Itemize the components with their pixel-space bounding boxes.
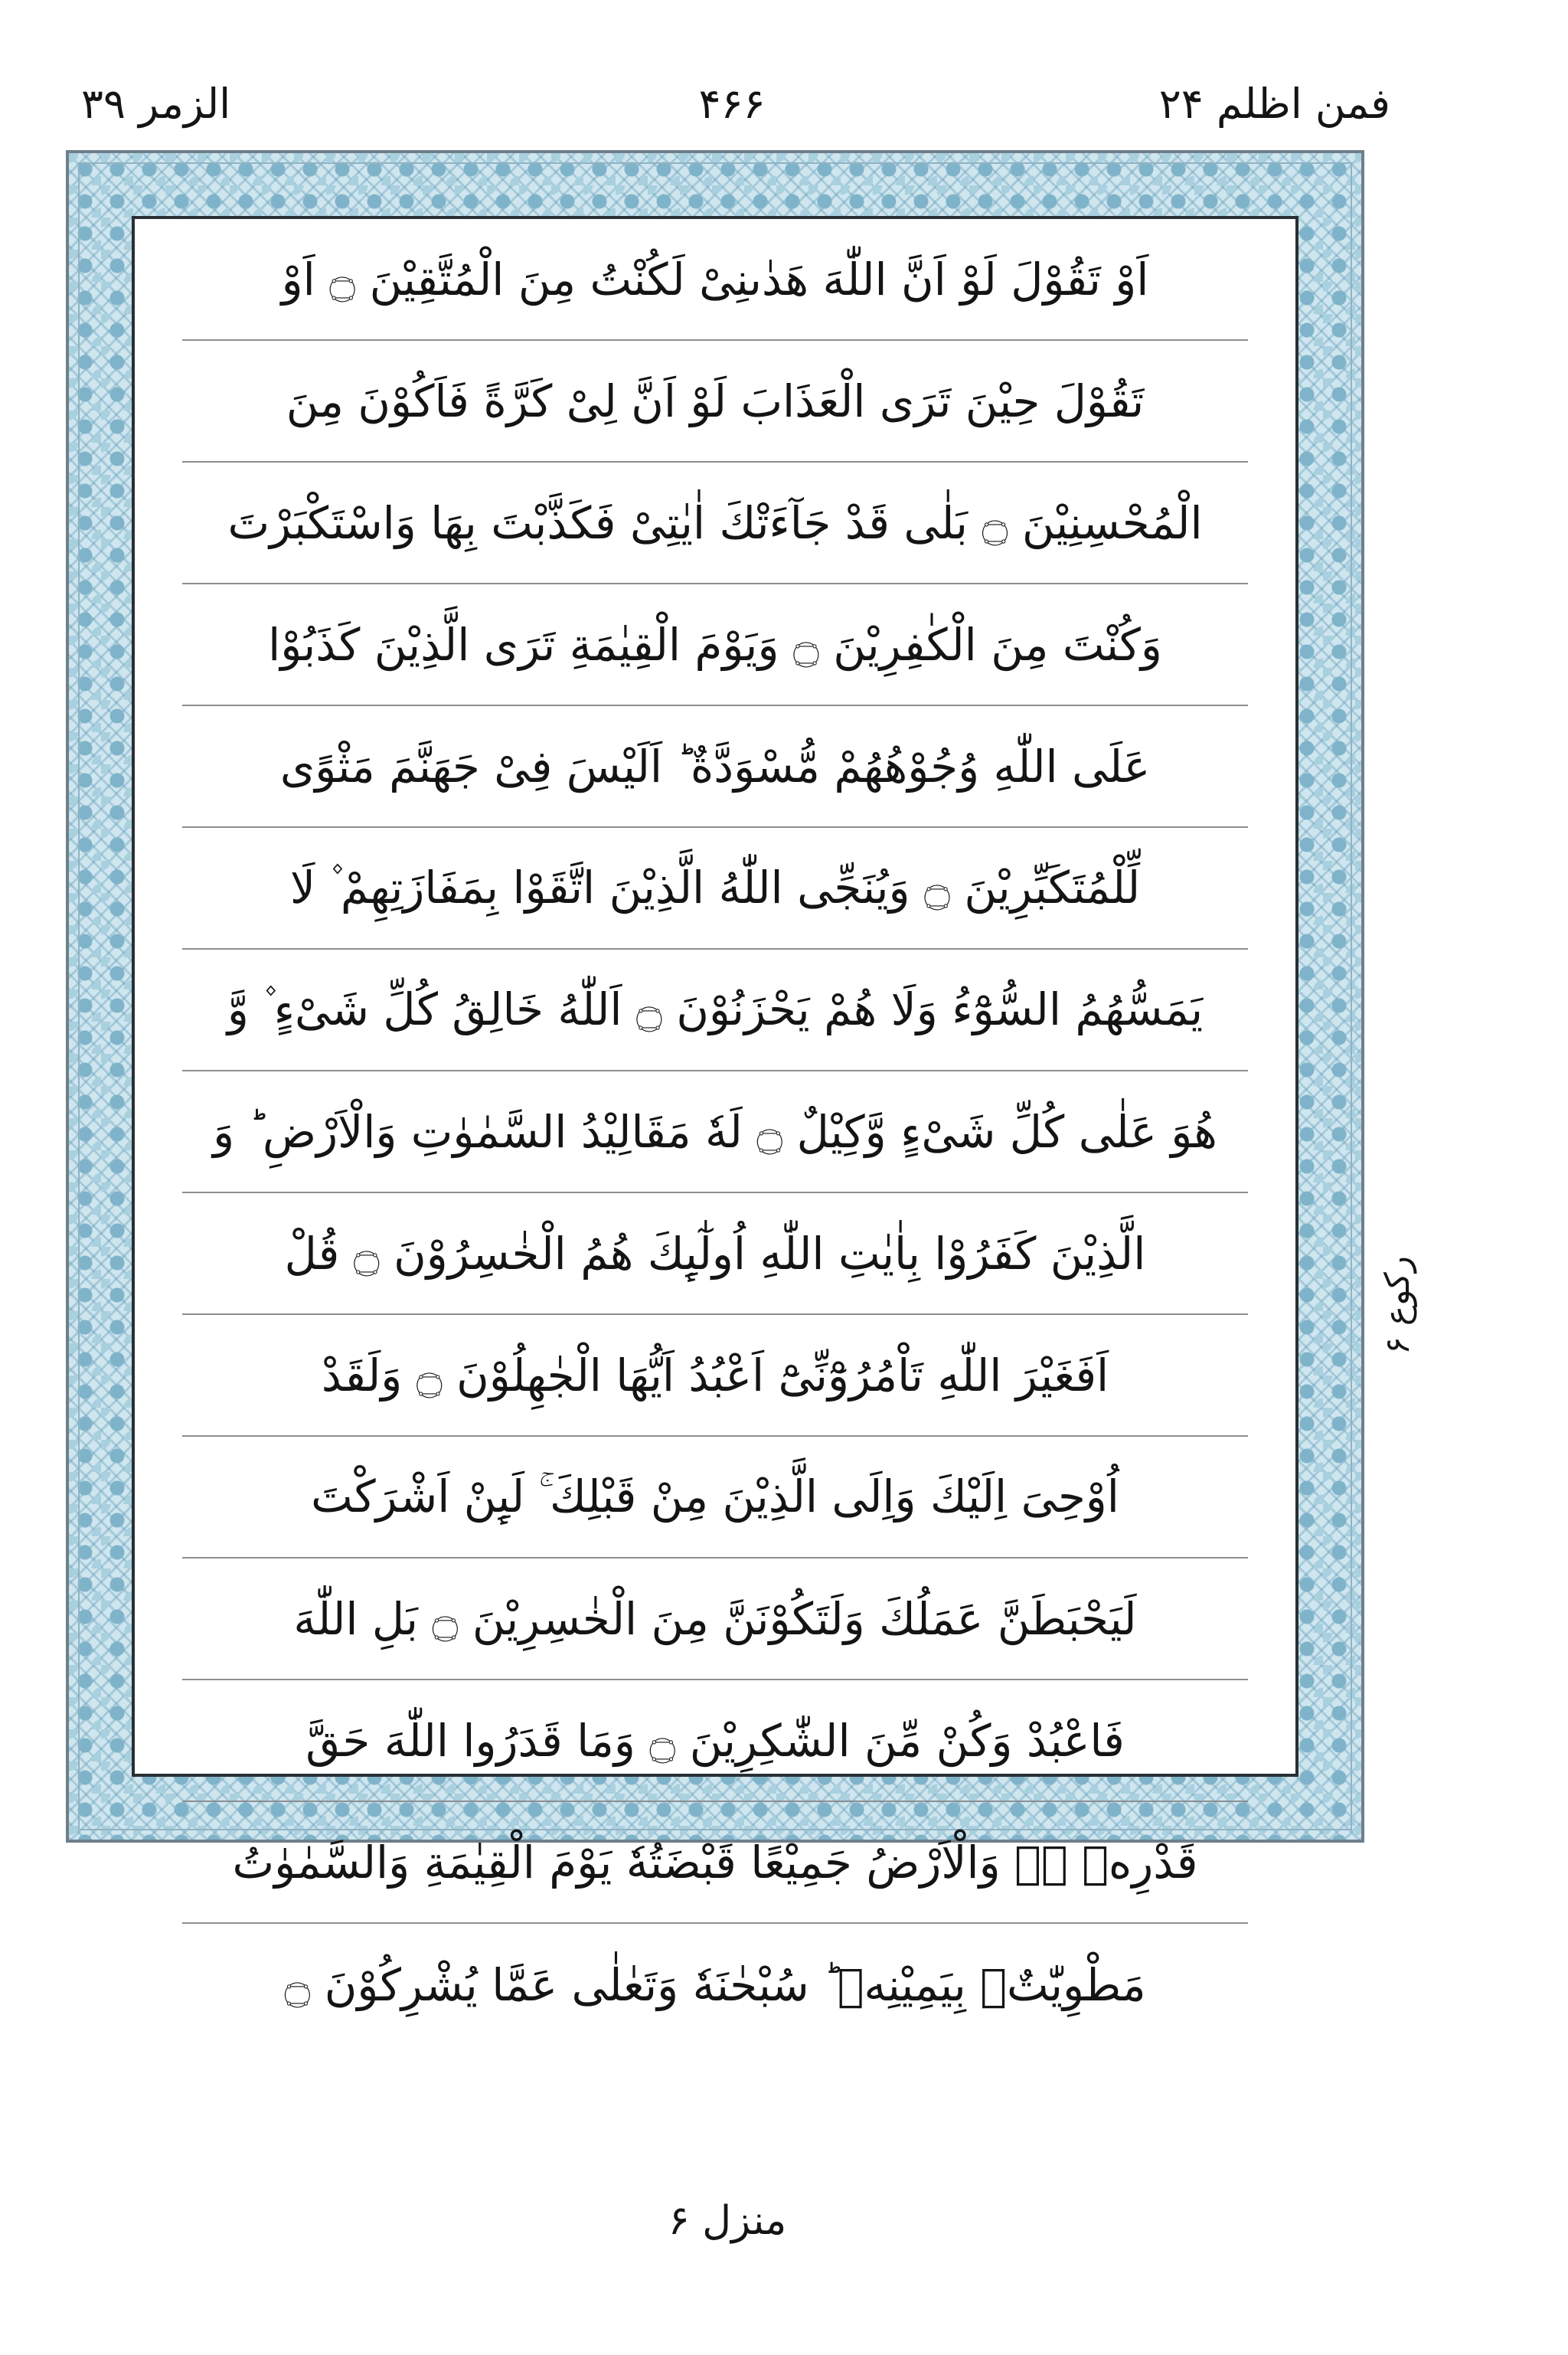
surah-title: الزمر ۳۹ [81,80,231,128]
verse-line: الْمُحْسِنِیْنَ ۝ بَلٰى قَدْ جَآءَتْكَ اٰیٰتِیْ فَكَذَّبْتَ بِهَا وَاسْتَكْبَرْتَ [182,463,1248,584]
text-panel [132,216,1298,2011]
verse-line: مَطْوِیّٰتٌۢ بِیَمِیْنِهٖ ؕ سُبْحٰنَهٗ وَتَعٰلٰى عَمَّا یُشْرِكُوْنَ ۝ [284,1958,1146,2011]
verse-line: الَّذِیْنَ كَفَرُوْا بِاٰیٰتِ اللّٰهِ اُولٰٓىِٕكَ هُمُ الْخٰسِرُوْنَ ۝ قُلْ [182,1193,1248,1315]
manzil-footer: منزل ۶ [668,2198,787,2244]
verse-line: لِّلْمُتَكَبِّرِیْنَ ۝ وَیُنَجِّی اللّٰهُ الَّذِیْنَ اتَّقَوْا بِمَفَازَتِهِمْ ۫ لَا [182,828,1248,950]
verse-line: وَكُنْتَ مِنَ الْكٰفِرِیْنَ ۝ وَیَوْمَ الْقِیٰمَةِ تَرَى الَّذِیْنَ كَذَبُوْا [182,584,1248,706]
verse-line: عَلَى اللّٰهِ وُجُوْهُهُمْ مُّسْوَدَّةٌ ؕ اَلَیْسَ فِیْ جَهَنَّمَ مَثْوًى [182,706,1248,828]
verse-line: لَیَحْبَطَنَّ عَمَلُكَ وَلَتَكُوْنَنَّ مِنَ الْخٰسِرِیْنَ ۝ بَلِ اللّٰهَ [182,1559,1248,1680]
verse-line: اَفَغَیْرَ اللّٰهِ تَاْمُرُوْٓنِّیْٓ اَعْبُدُ اَیُّهَا الْجٰهِلُوْنَ ۝ وَلَقَدْ [182,1315,1248,1437]
verse-line: فَاعْبُدْ وَكُنْ مِّنَ الشّٰكِرِیْنَ ۝ وَمَا قَدَرُوا اللّٰهَ حَقَّ [182,1680,1248,1802]
verse-lines [182,219,1248,2011]
verse-line: اَوْ تَقُوْلَ لَوْ اَنَّ اللّٰهَ هَدٰىنِیْ لَكُنْتُ مِنَ الْمُتَّقِیْنَ ۝ اَوْ [182,219,1248,341]
ruku-marker: ركوع ۶ [1378,1256,1417,1355]
page-header [74,74,1390,158]
verse-line: تَقُوْلَ حِیْنَ تَرَى الْعَذَابَ لَوْ اَنَّ لِیْ كَرَّةً فَاَكُوْنَ مِنَ [182,341,1248,463]
verse-line: اُوْحِیَ اِلَیْكَ وَاِلَى الَّذِیْنَ مِنْ قَبْلِكَ ۚ لَىِٕنْ اَشْرَكْتَ [182,1437,1248,1559]
verse-line: یَمَسُّهُمُ السُّوْٓءُ وَلَا هُمْ یَحْزَنُوْنَ ۝ اَللّٰهُ خَالِقُ كُلِّ شَیْءٍ ۫ وَّ [182,950,1248,1071]
decorative-border [66,150,1364,2011]
verse-line: قَدْرِهٖ ۖۗ وَالْاَرْضُ جَمِیْعًا قَبْضَتُهٗ یَوْمَ الْقِیٰمَةِ وَالسَّمٰوٰتُ [182,1802,1248,1924]
juz-title: فمن اظلم ۲۴ [1158,80,1390,128]
verse-line: هُوَ عَلٰى كُلِّ شَیْءٍ وَّكِیْلٌ ۝ لَهٗ مَقَالِیْدُ السَّمٰوٰتِ وَالْاَرْضِ ؕ وَ [182,1071,1248,1193]
page-number: ۴۶۶ [698,80,766,128]
